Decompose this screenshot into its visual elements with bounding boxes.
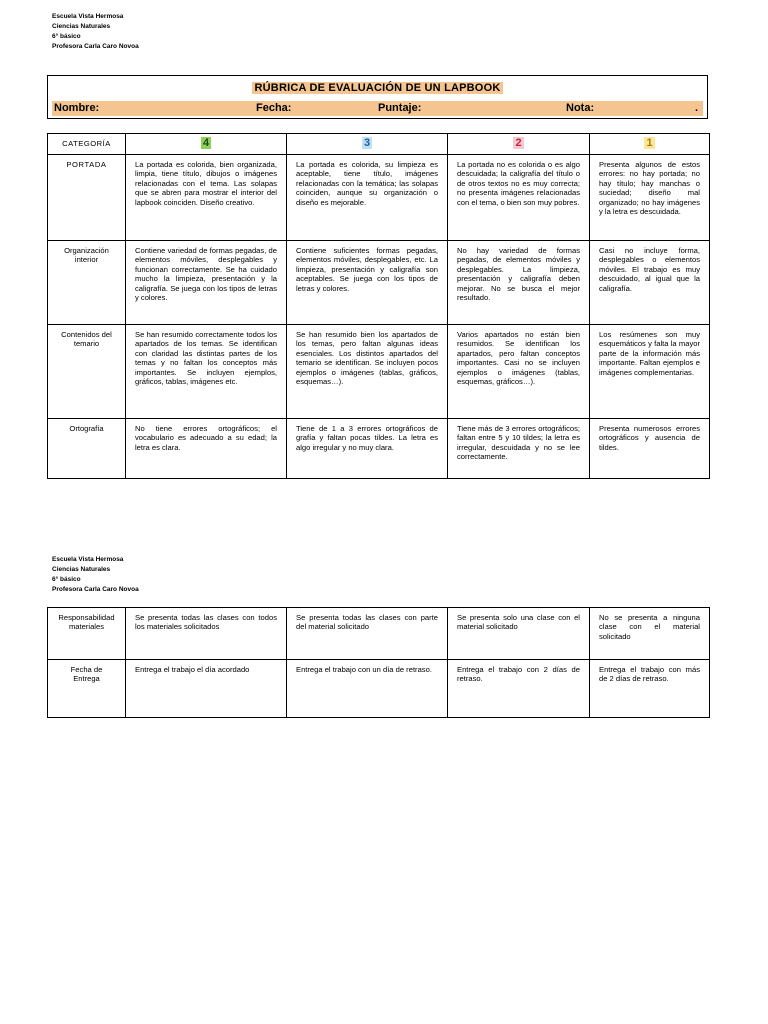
- criterion-cell: Presenta algunos de estos errores: no hay portada; no hay título; hay manchas o suciedad; diseño mal organizado; no hay imágenes y la letra es descuidada.: [590, 155, 710, 241]
- criterion-cell: Los resúmenes son muy esquemáticos y falta la mayor parte de la información más importante. Faltan ejemplos e imágenes complementarias.: [590, 325, 710, 419]
- score-2-label: 2: [515, 137, 522, 150]
- score-3-label: 3: [363, 137, 371, 150]
- rubric-table: [47, 133, 710, 479]
- criterion-cell: Entrega el trabajo con un día de retraso.: [287, 660, 448, 718]
- category-portada: PORTADA: [48, 155, 126, 241]
- teacher-name: Profesora Carla Caro Novoa: [52, 43, 139, 50]
- criterion-cell: Se presenta solo una clase con el material solicitado: [448, 608, 590, 660]
- student-fields-row: [52, 101, 703, 116]
- criterion-cell: Se han resumido correctamente todos los apartados de los temas. Se identifican con claridad las distintas partes de los temas y no faltan los conceptos más importantes. Se incluyen ejemplos, gráficos, tablas, imágenes etc.: [126, 325, 287, 419]
- score-header-2: [448, 134, 590, 155]
- criterion-cell: Se presenta todas las clases con parte del material solicitado: [287, 608, 448, 660]
- grade-level: 6° básico: [52, 33, 81, 40]
- subject-name: Ciencias Naturales: [52, 23, 111, 30]
- rubric-title: RÚBRICA DE EVALUACIÓN DE UN LAPBOOK: [252, 82, 504, 94]
- criterion-cell: Se presenta todas las clases con todos los materiales solicitados: [126, 608, 287, 660]
- rubric-table-continued: [47, 607, 710, 718]
- school-name: Escuela Vista Hermosa: [52, 556, 124, 563]
- fecha-field-label: Fecha:: [256, 102, 292, 114]
- score-header-1: [590, 134, 710, 155]
- subject-name: Ciencias Naturales: [52, 566, 111, 573]
- category-responsabilidad: Responsabilidad materiales: [48, 608, 126, 660]
- category-fecha-entrega: Fecha de Entrega: [48, 660, 126, 718]
- criterion-cell: Entrega el trabajo con más de 2 días de retraso.: [590, 660, 710, 718]
- score-header-4: [126, 134, 287, 155]
- category-organizacion: Organización interior: [48, 241, 126, 325]
- teacher-name: Profesora Carla Caro Novoa: [52, 586, 139, 593]
- category-header: CATEGORÍA: [48, 134, 126, 155]
- rubric-header-row: [48, 134, 710, 155]
- criterion-cell: No tiene errores ortográficos; el vocabulario es adecuado a su edad; la letra es clara.: [126, 419, 287, 479]
- criterion-cell: Casi no incluye forma, desplegables o elementos móviles. El trabajo es muy descuidado, al igual que la caligrafía.: [590, 241, 710, 325]
- criterion-cell: Se han resumido bien los apartados de los temas, pero faltan algunas ideas esenciales. Los distintos apartados del temario se identifican. Se incluyen pocos ejemplos o imágenes (tablas, gráficos, esquemas…).: [287, 325, 448, 419]
- criterion-cell: La portada es colorida, bien organizada, limpia, tiene título, dibujos o imágenes relacionadas con el tema. Las solapas que se abren para mostrar el interior del lapbook coinciden. Diseño creativo.: [126, 155, 287, 241]
- rubric-row-contenidos: [48, 325, 710, 419]
- category-contenidos: Contenidos del temario: [48, 325, 126, 419]
- score-4-label: 4: [202, 137, 210, 150]
- rubric-title-row: [48, 76, 707, 100]
- grade-level: 6° básico: [52, 576, 81, 583]
- criterion-cell: Varios apartados no están bien resumidos. Se identifican los apartados, pero faltan conceptos importantes. Casi no se incluyen ejemplos o imágenes (tablas, esquemas, gráficos…).: [448, 325, 590, 419]
- puntaje-field-label: Puntaje:: [378, 102, 422, 114]
- criterion-cell: Entrega el trabajo con 2 días de retraso.: [448, 660, 590, 718]
- criterion-cell: Contiene suficientes formas pegadas, elementos móviles, desplegables, etc. La limpieza, presentación y caligrafía son aceptables. Se juega con los tipos de letras y colores.: [287, 241, 448, 325]
- criterion-cell: No hay variedad de formas pegadas, de elementos móviles y desplegables. La limpieza, presentación y caligrafía deben mejorar. No se busca el mejor resultado.: [448, 241, 590, 325]
- criterion-cell: Presenta numerosos errores ortográficos y ausencia de tildes.: [590, 419, 710, 479]
- rubric-row-portada: [48, 155, 710, 241]
- rubric-row-organizacion: [48, 241, 710, 325]
- school-header: [52, 12, 139, 52]
- category-ortografia: Ortografía: [48, 419, 126, 479]
- rubric-row-ortografia: [48, 419, 710, 479]
- rubric-row-responsabilidad: [48, 608, 710, 660]
- criterion-cell: Tiene de 1 a 3 errores ortográficos de grafía y faltan pocas tildes. La letra es algo irregular y no muy clara.: [287, 419, 448, 479]
- criterion-cell: Entrega el trabajo el día acordado: [126, 660, 287, 718]
- score-header-3: [287, 134, 448, 155]
- rubric-header-box: [47, 75, 708, 119]
- nombre-field-label: Nombre:: [54, 102, 100, 114]
- nota-field-label: Nota:: [566, 102, 595, 114]
- fields-end-mark: .: [695, 102, 699, 114]
- criterion-cell: Contiene variedad de formas pegadas, de elementos móviles, desplegables y funcionan correctamente. Se ha cuidado mucho la limpieza, presentación y la caligrafía. Se juega con los tipos de letras y colores.: [126, 241, 287, 325]
- criterion-cell: Tiene más de 3 errores ortográficos; faltan entre 5 y 10 tildes; la letra es irregular, descuidada y no se lee correctamente.: [448, 419, 590, 479]
- criterion-cell: La portada no es colorida o es algo descuidada; la caligrafía del título o de otros textos no es muy correcta; no presenta imágenes relacionadas con el tema, o bien son muy pobres.: [448, 155, 590, 241]
- rubric-row-fecha-entrega: [48, 660, 710, 718]
- criterion-cell: No se presenta a ninguna clase con el material solicitado: [590, 608, 710, 660]
- school-name: Escuela Vista Hermosa: [52, 13, 124, 20]
- score-1-label: 1: [646, 137, 653, 150]
- school-header: [52, 555, 139, 595]
- criterion-cell: La portada es colorida, su limpieza es aceptable, tiene título, imágenes relacionadas con la temática; las solapas coinciden, aunque su organización o diseño es mejorable.: [287, 155, 448, 241]
